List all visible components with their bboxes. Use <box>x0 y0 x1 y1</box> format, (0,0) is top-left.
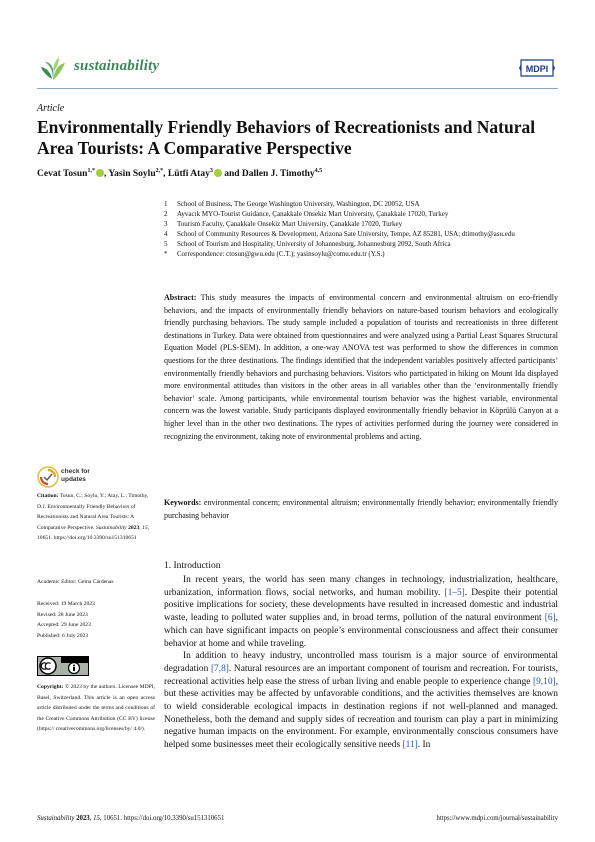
affiliation-num: 1 <box>164 200 168 208</box>
copyright-block <box>37 682 155 735</box>
check-updates-line1: check for <box>61 468 90 475</box>
reference-link[interactable]: [7,8] <box>210 663 229 674</box>
orcid-icon[interactable] <box>96 169 104 177</box>
affiliations <box>164 199 558 259</box>
footer-year: 2023 <box>76 815 90 822</box>
body-paragraph <box>164 650 558 752</box>
mdpi-logo-text: MDPI <box>525 64 549 74</box>
reference-link[interactable]: [1–5] <box>444 587 465 598</box>
author-affil: 3 <box>209 168 213 174</box>
affiliation-num: 5 <box>164 240 168 248</box>
reference-link[interactable]: [6] <box>544 613 556 624</box>
body-text-run: . In <box>417 740 431 751</box>
date-revised: Revised: 28 June 2023 <box>37 611 88 618</box>
affiliation-row <box>164 239 558 249</box>
author-name[interactable]: Yasin Soylu <box>108 169 156 180</box>
abstract-text: This study measures the impacts of environmental concern and environmental altruism on eco-friendly behaviors, and the impacts of environmentally friendly behaviors on nature-based tourism behaviors and ecologically friendly purchasing behaviors. The study sample included a population of tourists and recreationists in three different destinations in Turkey. Data were obtained from questionnaires and were analyzed using a Partial Least Squares Structural Equation Model (PLS-SEM). In addition, a one-way ANOVA test was performed to show the differences in common questions for the three destinations. The findings identified that the independent variables positively affected participants’ environmentally friendly behaviors and purchasing behaviors. Visitors who participated in hiking on Mount Ida displayed more environmental attitudes than visitors in the other areas in all variables other than the ‘environmentally friendly behavior’ scale. Among participants, while environmental tourism behavior was the highest variable, environmental concern was the lowest variable. Study participants displayed environmentally friendly behavior in Köprülü Canyon at a higher level than in the other two destinations. The types of activities performed during the journey were considered in recognizing the environment, taking note of environmental problems and acting. <box>164 293 558 441</box>
author-affil: 1,* <box>87 168 95 174</box>
check-updates-button[interactable] <box>37 466 107 488</box>
body-text-run: , which can have significant impacts on people’s environmental consciousness and affect their consumer behavior at home and while traveling. <box>164 613 558 649</box>
body-text-run: . Despite their potential positive implications for society, these developments have resulted in increased domestic and industrial waste, leading to polluted water supplies and, in broad terms, pollution of the natural environment <box>164 587 559 624</box>
journal-logo-icon <box>37 52 69 84</box>
affiliation-num: 3 <box>164 220 168 228</box>
copyright-label: Copyright: <box>37 684 64 690</box>
author-name[interactable]: Dallen J. Timothy <box>241 169 315 180</box>
author-affil: 2,* <box>155 168 164 174</box>
affiliation-row <box>164 229 558 239</box>
footer-journal-url[interactable]: https://www.mdpi.com/journal/sustainability <box>436 815 558 822</box>
body-text-run: In addition to heavy industry, uncontrolled mass tourism is a major source of environmental degradation <box>164 651 558 674</box>
section-heading: 1. Introduction <box>164 561 221 571</box>
affiliation-row <box>164 199 558 209</box>
citation-pages: , 10651. <box>37 524 150 542</box>
citation-year: 2023 <box>128 524 140 531</box>
affiliation-row <box>164 209 558 219</box>
reference-link[interactable]: [11] <box>402 740 418 751</box>
body-text-run: In recent years, the world has seen many changes in technology, industrialization, healthcare, urbanization, information flows, social networks, and human mobility. <box>164 575 558 598</box>
check-updates-label <box>61 468 90 483</box>
body-text-run: , but these activities may be affected by unfavorable conditions, and the activities themselves are known to wield considerable ecological impacts in destination regions if not well-planned and managed. Nonetheless, both the demand and supply sides of recreation and tourism can play a part in minimizing negative human impacts on the environment. For example, environmentally conscious consumers have helped some businesses meet their ecologically sensitive needs <box>164 676 558 751</box>
citation-doi-link[interactable]: https://doi.org/10.3390/su151310651 <box>53 535 137 542</box>
affiliation-text: Correspondence: ctosun@gwu.edu (C.T.); yasinsoylu@comu.edu.tr (Y.S.) <box>177 250 385 258</box>
affiliation-text: Ayvacık MYO-Tourist Guidance, Çanakkale Onsekiz Mart University, Çanakkale 17020, Turkey <box>177 210 449 218</box>
footer-volume: 15 <box>93 815 100 822</box>
academic-editor: Academic Editor: Gema Cárdenas <box>37 579 114 585</box>
abstract <box>164 292 558 443</box>
authors-and: and <box>224 169 240 180</box>
author-name[interactable]: Cevat Tosun <box>37 169 88 180</box>
keywords <box>164 497 558 522</box>
body-text <box>164 574 558 752</box>
citation-label: Citation: <box>37 493 59 499</box>
orcid-icon[interactable] <box>214 169 222 177</box>
copyright-text: © 2023 by the authors. Licensee MDPI, Basel, Switzerland. This article is an open access article distributed under the terms and conditions of the Creative Commons Attribution (CC BY) license (https:// creativecommons.org/licenses/by/ 4.0/). <box>37 684 155 733</box>
citation-text: Tosun, C.; Soylu, Y.; Atay, L.; Timothy, D.J. Environmentally Friendly Behaviors of Recreationists and Natural Area Tourists: A Comparative Perspective. <box>37 493 149 531</box>
cc-by-license-icon[interactable] <box>37 656 89 676</box>
affiliation-row <box>164 219 558 229</box>
date-accepted: Accepted: 29 June 2023 <box>37 622 91 629</box>
journal-name: sustainability <box>74 58 160 74</box>
header-rule <box>37 88 558 89</box>
publication-dates <box>37 599 155 641</box>
affiliation-row <box>164 249 558 259</box>
body-text-run: . Natural resources are an important component of tourism and recreation. For tourists, recreational activities help ease the stress of urban living and enable people to experience change <box>164 663 558 687</box>
author-list: Cevat Tosun$^{1,*}$ , Yasin Soylu$^{2,*}$, Lütfi Atay$^3$ and Dallen J. Timothy$^{4,5}$ <box>37 168 323 180</box>
article-type: Article <box>37 103 65 114</box>
affiliation-text: School of Business, The George Washington University, Washington, DC 20052, USA <box>177 200 420 208</box>
mdpi-logo <box>518 58 556 78</box>
affiliation-num: 4 <box>164 230 168 238</box>
author-name[interactable]: Lütfi Atay <box>167 169 210 180</box>
keywords-label: Keywords: <box>164 498 202 507</box>
affiliation-num: 2 <box>164 210 168 218</box>
body-paragraph <box>164 574 558 650</box>
date-published: Published: 6 July 2023 <box>37 632 89 639</box>
affiliation-text: School of Tourism and Hospitality, University of Johannesburg, Johannesburg 2092, South Africa <box>177 240 451 248</box>
affiliation-text: Tourism Faculty, Çanakkale Onsekiz Mart University, Çanakkale 17020, Turkey <box>177 220 403 228</box>
check-updates-icon <box>37 466 59 488</box>
affiliation-text: School of Community Resources & Development, Arizona Sate University, Tempe, AZ 85281, USA; dtimothy@asu.edu <box>177 230 515 238</box>
citation-volume: 15 <box>142 524 148 531</box>
article-title: Environmentally Friendly Behaviors of Recreationists and Natural Area Tourists: A Comparative Perspective <box>37 117 536 158</box>
check-updates-line2: updates <box>61 475 86 483</box>
footer-journal: Sustainability <box>37 815 75 822</box>
keywords-text: environmental concern; environmental altruism; environmentally friendly behavior; environmentally friendly purchasing behavior <box>164 498 558 520</box>
date-received: Received: 19 March 2023 <box>37 601 95 607</box>
abstract-label: Abstract: <box>164 293 197 302</box>
affiliation-num: * <box>164 250 168 258</box>
citation-journal: Sustainability <box>95 524 127 531</box>
citation-block: Citation: Tosun, C.; Soylu, Y.; Atay, L.; Timothy, D.J. Environmentally Friendly Behaviors of Recreationists and Natural Area Tourists: A Comparative Perspective. Sustainability 2023, 15, 10651. https://doi.org/10.3390/su151310651 <box>37 493 150 542</box>
footer-doi[interactable]: , 10651. https://doi.org/10.3390/su151310651 <box>99 815 225 822</box>
reference-link[interactable]: [9,10] <box>533 676 556 687</box>
author-affil: 4,5 <box>314 168 323 174</box>
footer-citation: Sustainability 2023, 15, 10651. https://doi.org/10.3390/su151310651 <box>37 815 225 822</box>
